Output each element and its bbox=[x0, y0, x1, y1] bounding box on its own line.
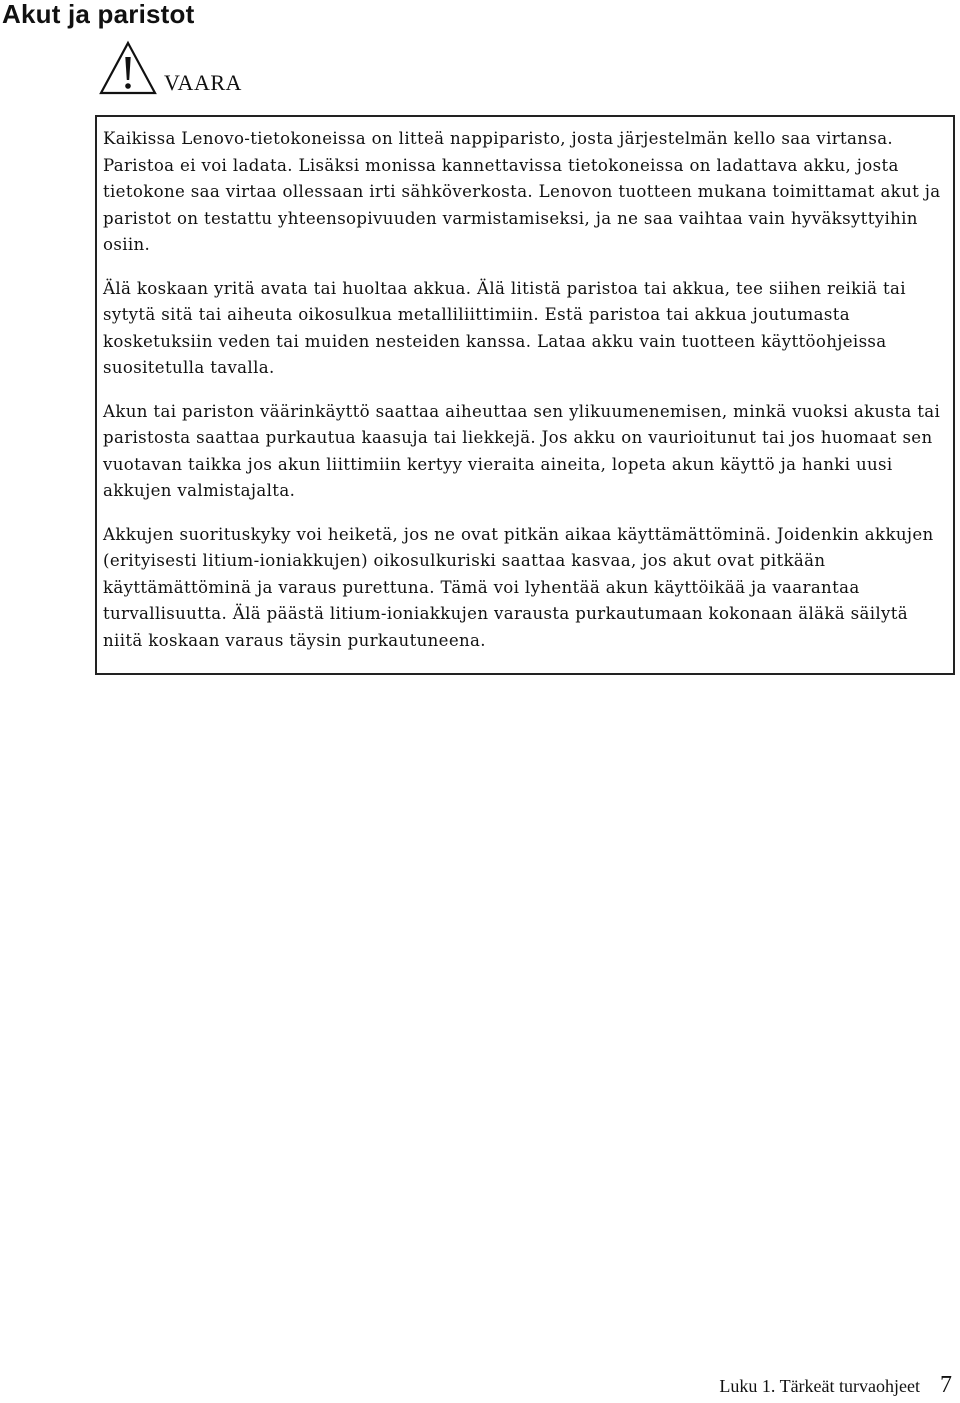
page-footer bbox=[719, 1372, 952, 1399]
warning-paragraph-3: Akun tai pariston väärinkäyttö saattaa aiheuttaa sen ylikuumenemisen, minkä vuoksi akusta tai paristosta saattaa purkautua kaasuja tai liekkejä. Jos akku on vaurioitunut tai jos huomaat sen vuotavan taikka jos akun liittimiin kertyy vieraita aineita, lopeta akun käyttö ja hanki uusi akkujen valmistajalta. bbox=[103, 401, 941, 500]
warning-box bbox=[95, 115, 955, 675]
warning-paragraph-4: Akkujen suorituskyky voi heiketä, jos ne ovat pitkän aikaa käyttämättöminä. Joidenkin akkujen (erityisesti litium-ioniakkujen) oikosulkuriski saattaa kasvaa, jos akut ovat pitkään käyttämättöminä ja varaus purettuna. Tämä voi lyhentää akun käyttöikää ja vaarantaa turvallisuutta. Älä päästä litium-ioniakkujen varausta purkautumaan kokonaan äläkä säilytä niitä koskaan varaus täysin purkautuneena. bbox=[103, 524, 934, 650]
warning-paragraph-2: Älä koskaan yritä avata tai huoltaa akkua. Älä litistä paristoa tai akkua, tee siihen reikiä tai sytytä sitä tai aiheuta oikosulkua metalliliittimiin. Estä paristoa tai akkua joutumasta kosketuksiin veden tai muiden nesteiden kanssa. Lataa akku vain tuotteen käyttöohjeissa suositetulla tavalla. bbox=[103, 278, 906, 377]
page-title: Akut ja paristot bbox=[2, 0, 195, 29]
warning-paragraph-1: Kaikissa Lenovo-tietokoneissa on litteä nappiparisto, josta järjestelmän kello saa virtansa. Paristoa ei voi ladata. Lisäksi monissa kannettavissa tietokoneissa on ladattava akku, josta tietokone saa virtaa ollessaan irti sähköverkosta. Lenovon tuotteen mukana toimittamat akut ja paristot on testattu yhteensopivuuden varmistamiseksi, ja ne saa vaihtaa vain hyväksyttyihin osiin. bbox=[103, 129, 941, 254]
page-number: 7 bbox=[940, 1372, 952, 1398]
footer-chapter-title: Luku 1. Tärkeät turvaohjeet bbox=[719, 1376, 920, 1396]
warning-header bbox=[98, 36, 242, 96]
warning-triangle-icon bbox=[98, 40, 158, 96]
warning-label: VAARA bbox=[164, 70, 242, 95]
